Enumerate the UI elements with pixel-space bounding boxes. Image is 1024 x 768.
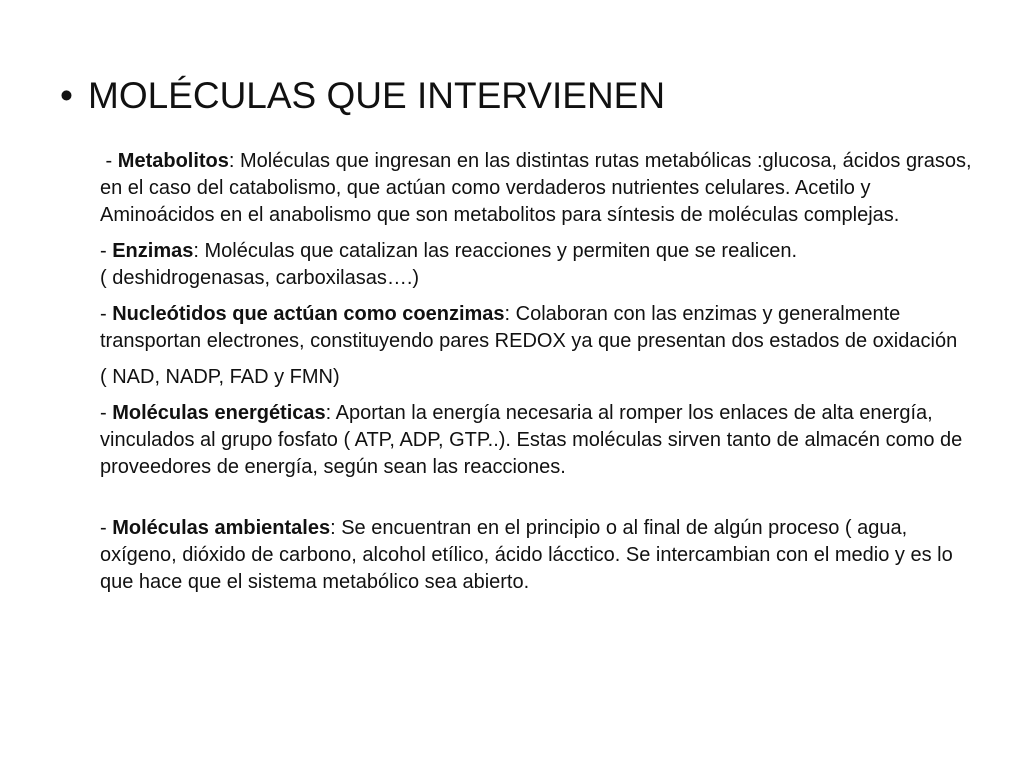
item-term: Moléculas ambientales bbox=[112, 517, 331, 539]
item-prefix: - bbox=[100, 240, 113, 262]
item-nucleotidos bbox=[100, 301, 980, 355]
content-body bbox=[100, 148, 980, 596]
item-term: Metabolitos bbox=[117, 150, 229, 172]
slide-title bbox=[60, 74, 665, 118]
item-prefix: - bbox=[100, 150, 118, 172]
item-metabolitos bbox=[100, 148, 980, 229]
item-coenzyme-list bbox=[100, 364, 980, 391]
item-text: : Aportan la energía necesaria al romper los enlaces de alta energía, vinculados al grupo fosfato ( ATP, ADP, GTP..). Estas moléculas sirven tanto de almacén como de proveedores de energía, según sean las reacciones. bbox=[100, 402, 963, 478]
item-extra: ( deshidrogenasas, carboxilasas….) bbox=[100, 267, 420, 289]
item-moleculas-ambientales bbox=[100, 515, 980, 596]
title-text: MOLÉCULAS QUE INTERVIENEN bbox=[88, 75, 666, 116]
item-text: : Se encuentran en el principio o al final de algún proceso ( agua, oxígeno, dióxido de carbono, alcohol etílico, ácido lácctico. Se intercambian con el medio y es lo que hace que el sistema metabólico sea abierto. bbox=[100, 517, 953, 593]
item-term: Moléculas energéticas bbox=[112, 402, 326, 424]
item-prefix: - bbox=[100, 402, 113, 424]
item-text: : Moléculas que ingresan en las distintas rutas metabólicas :glucosa, ácidos grasos, en el caso del catabolismo, que actúan como verdaderos nutrientes celulares. Acetilo y Aminoácidos en el anabolismo que son metabolitos para síntesis de moléculas complejas. bbox=[100, 150, 972, 226]
item-moleculas-energeticas bbox=[100, 400, 980, 481]
item-prefix: - bbox=[100, 517, 113, 539]
item-text: : Moléculas que catalizan las reacciones y permiten que se realicen. bbox=[193, 240, 798, 262]
item-term: Nucleótidos que actúan como coenzimas bbox=[112, 303, 505, 325]
item-text: : Colaboran con las enzimas y generalmente transportan electrones, constituyendo pares REDOX ya que presentan dos estados de oxidación bbox=[100, 303, 958, 352]
item-enzimas bbox=[100, 238, 980, 292]
item-text: ( NAD, NADP, FAD y FMN) bbox=[100, 366, 340, 388]
title-bullet: • bbox=[60, 75, 73, 116]
item-term: Enzimas bbox=[112, 240, 194, 262]
item-prefix: - bbox=[100, 303, 113, 325]
